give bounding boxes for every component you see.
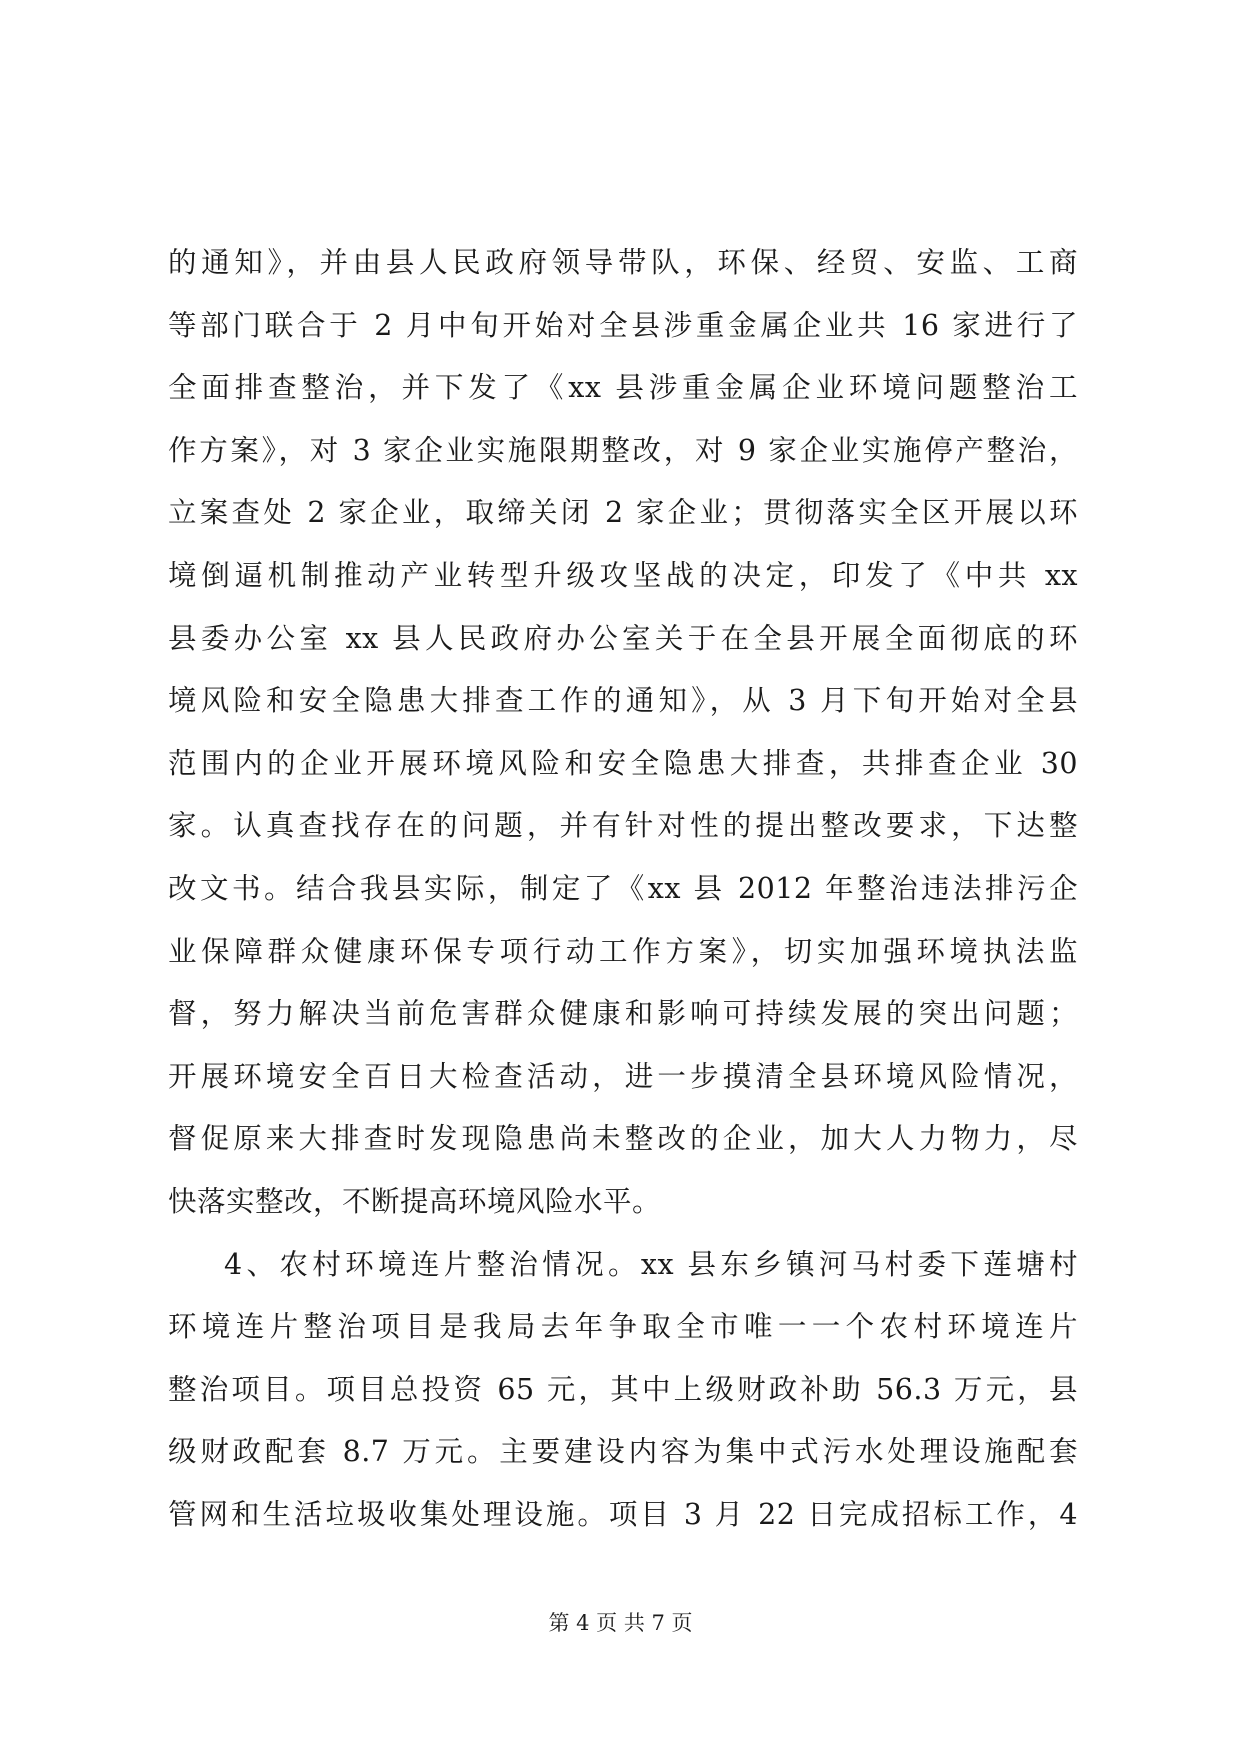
body-line: 全面排查整治，并下发了《xx 县涉重金属企业环境问题整治工 [168, 371, 1078, 405]
body-line: 督促原来大排查时发现隐患尚未整改的企业，加大人力物力，尽 [168, 1122, 1078, 1156]
body-line: 范围内的企业开展环境风险和安全隐患大排查，共排查企业 30 [168, 746, 1078, 780]
body-line: 快落实整改，不断提高环境风险水平。 [168, 1184, 662, 1218]
body-line: 作方案》，对 3 家企业实施限期整改，对 9 家企业实施停产整治， [168, 433, 1078, 467]
page-footer [0, 1608, 1241, 1638]
body-line: 督，努力解决当前危害群众健康和影响可持续发展的突出问题； [168, 997, 1078, 1031]
body-line: 境倒逼机制推动产业转型升级攻坚战的决定，印发了《中共 xx [168, 558, 1078, 592]
body-line: 境风险和安全隐患大排查工作的通知》，从 3 月下旬开始对全县 [168, 684, 1078, 718]
body-line: 4、农村环境连片整治情况。xx 县东乡镇河马村委下莲塘村 [224, 1247, 1078, 1281]
body-line: 家。认真查找存在的问题，并有针对性的提出整改要求，下达整 [168, 809, 1078, 843]
body-line: 等部门联合于 2 月中旬开始对全县涉重金属企业共 16 家进行了 [168, 308, 1078, 342]
body-line: 管网和生活垃圾收集处理设施。项目 3 月 22 日完成招标工作，4 [168, 1497, 1078, 1531]
body-line: 县委办公室 xx 县人民政府办公室关于在全县开展全面彻底的环 [168, 621, 1078, 655]
document-body [168, 232, 1078, 1546]
body-line: 开展环境安全百日大检查活动，进一步摸清全县环境风险情况， [168, 1059, 1078, 1093]
body-line: 改文书。结合我县实际，制定了《xx 县 2012 年整治违法排污企 [168, 871, 1078, 905]
page-number-label: 第 4 页 共 7 页 [548, 1611, 693, 1635]
body-line: 级财政配套 8.7 万元。主要建设内容为集中式污水处理设施配套 [168, 1435, 1078, 1469]
body-line: 的通知》，并由县人民政府领导带队，环保、经贸、安监、工商 [168, 246, 1078, 279]
body-line: 立案查处 2 家企业，取缔关闭 2 家企业；贯彻落实全区开展以环 [168, 496, 1078, 530]
body-line: 环境连片整治项目是我局去年争取全市唯一一个农村环境连片 [168, 1310, 1078, 1344]
body-line: 整治项目。项目总投资 65 元，其中上级财政补助 56.3 万元，县 [168, 1372, 1078, 1406]
body-line: 业保障群众健康环保专项行动工作方案》，切实加强环境执法监 [168, 934, 1078, 968]
